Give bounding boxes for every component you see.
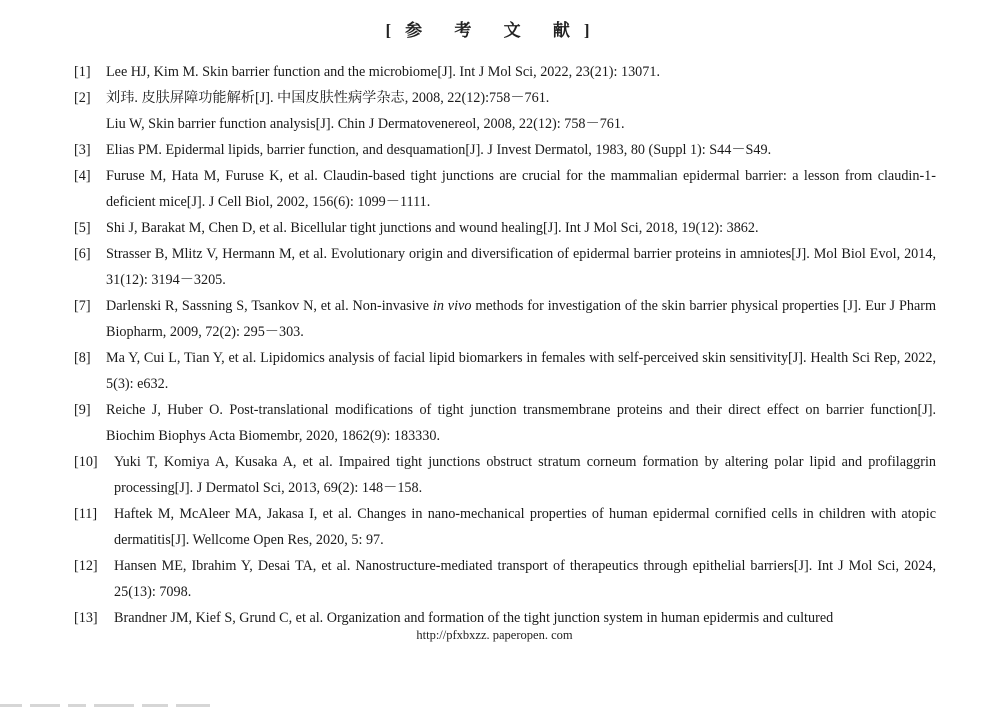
reference-number: [1] xyxy=(74,64,91,80)
reference-number: [4] xyxy=(74,168,91,184)
reference-original: 刘玮. 皮肤屏障功能解析[J]. 中国皮肤性病学杂志, 2008, 22(12):758－761. xyxy=(106,90,550,106)
reference-2 xyxy=(74,85,936,137)
reference-translation: Liu W, Skin barrier function analysis[J]. Chin J Dermatovenereol, 2008, 22(12): 758－761. xyxy=(106,116,625,132)
page-footer-url: http://pfxbxzz. paperopen. com xyxy=(416,628,573,642)
reference-text xyxy=(74,293,936,345)
reference-11 xyxy=(74,501,936,553)
reference-10 xyxy=(74,449,936,501)
reference-text xyxy=(74,85,936,137)
reference-text: Yuki T, Komiya A, Kusaka A, et al. Impaired tight junctions obstruct stratum corneum formation by altering polar lipid and profilaggrin processing[J]. J Dermatol Sci, 2013, 69(2): 148－158. xyxy=(114,454,936,496)
reference-text-before: Darlenski R, Sassning S, Tsankov N, et al. Non-invasive xyxy=(106,298,433,314)
reference-text: Lee HJ, Kim M. Skin barrier function and the microbiome[J]. Int J Mol Sci, 2022, 23(21): 13071. xyxy=(106,64,661,80)
reference-text: Elias PM. Epidermal lipids, barrier function, and desquamation[J]. J Invest Dermatol, 1983, 80 (Suppl 1): S44－S49. xyxy=(106,142,772,158)
reference-9 xyxy=(74,397,936,449)
next-page-bleed xyxy=(0,698,320,708)
reference-number: [3] xyxy=(74,142,91,158)
reference-6 xyxy=(74,241,936,293)
reference-1 xyxy=(74,59,936,85)
reference-number: [10] xyxy=(74,454,98,470)
reference-number: [12] xyxy=(74,558,98,574)
reference-5 xyxy=(74,215,936,241)
reference-number: [5] xyxy=(74,220,91,236)
reference-italic-term: in vivo xyxy=(432,298,472,314)
reference-number: [9] xyxy=(74,402,91,418)
reference-number: [8] xyxy=(74,350,91,366)
references-heading: [参 考 文 献] xyxy=(385,21,604,40)
reference-number: [11] xyxy=(74,506,98,522)
reference-text: Shi J, Barakat M, Chen D, et al. Bicellular tight junctions and wound healing[J]. Int J Mol Sci, 2018, 19(12): 3862. xyxy=(106,220,759,236)
reference-number: [7] xyxy=(74,298,91,314)
reference-text: Hansen ME, Ibrahim Y, Desai TA, et al. Nanostructure-mediated transport of therapeutics through epithelial barriers[J]. Int J Mol Sci, 2024, 25(13): 7098. xyxy=(114,558,936,600)
reference-3 xyxy=(74,137,936,163)
reference-list xyxy=(74,59,936,631)
reference-7 xyxy=(74,293,936,345)
reference-number: [13] xyxy=(74,610,98,626)
reference-text: Strasser B, Mlitz V, Hermann M, et al. Evolutionary origin and diversification of epidermal barrier proteins in amniotes[J]. Mol Biol Evol, 2014, 31(12): 3194－3205. xyxy=(106,246,936,288)
reference-number: [2] xyxy=(74,90,91,106)
reference-text-after: methods for investigation of the skin barrier physical properties [J]. Eur J Pharm Biopharm, 2009, 72(2): 295－303. xyxy=(106,298,937,340)
reference-8 xyxy=(74,345,936,397)
reference-text: Reiche J, Huber O. Post-translational modifications of tight junction transmembrane proteins and their direct effect on barrier function[J]. Biochim Biophys Acta Biomembr, 2020, 1862(9): 183330. xyxy=(106,402,936,444)
reference-number: [6] xyxy=(74,246,91,262)
reference-12 xyxy=(74,553,936,605)
reference-text: Haftek M, McAleer MA, Jakasa I, et al. Changes in nano-mechanical properties of human epidermal cornified cells in children with atopic dermatitis[J]. Wellcome Open Res, 2020, 5: 97. xyxy=(114,506,936,548)
reference-text: Furuse M, Hata M, Furuse K, et al. Claudin-based tight junctions are crucial for the mammalian epidermal barrier: a lesson from claudin-1-deficient mice[J]. J Cell Biol, 2002, 156(6): 1099－1111. xyxy=(106,168,936,210)
reference-text: Ma Y, Cui L, Tian Y, et al. Lipidomics analysis of facial lipid biomarkers in females with self-perceived skin sensitivity[J]. Health Sci Rep, 2022, 5(3): e632. xyxy=(106,350,936,392)
reference-4 xyxy=(74,163,936,215)
reference-text: Brandner JM, Kief S, Grund C, et al. Organization and formation of the tight junction system in human epidermis and cultured xyxy=(114,610,834,626)
